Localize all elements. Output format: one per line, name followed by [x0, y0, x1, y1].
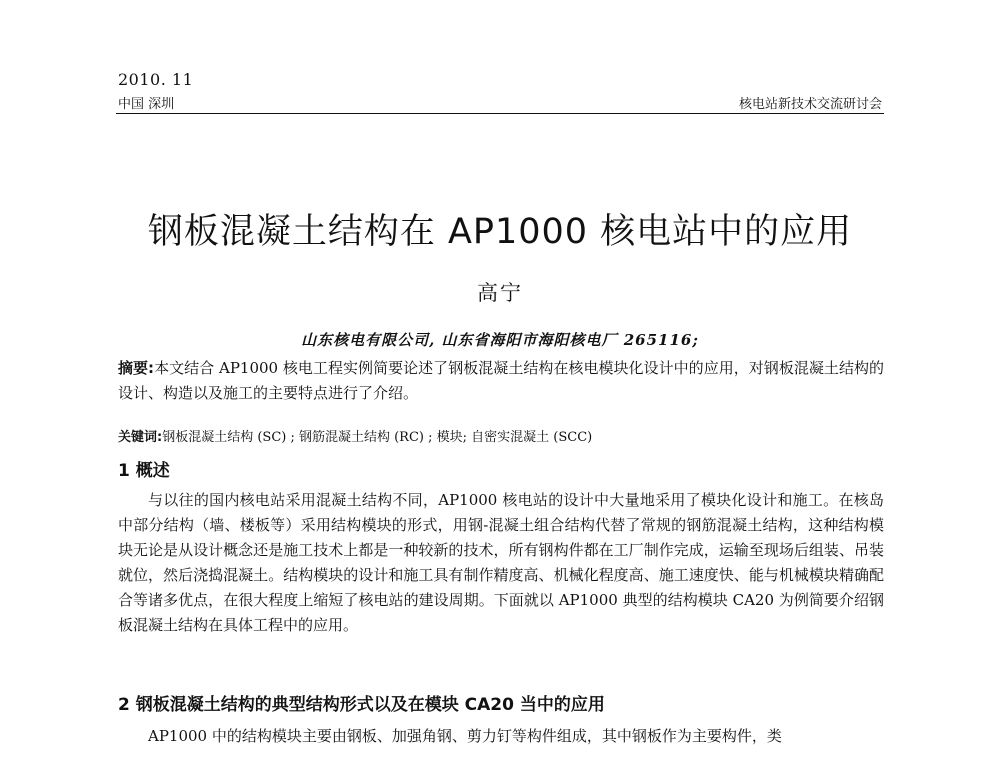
- paper-title: 钢板混凝土结构在 AP1000 核电站中的应用: [147, 212, 853, 252]
- paper-affiliation: 山东核电有限公司, 山东省海阳市海阳核电厂 265116;: [301, 331, 699, 349]
- keywords-text: 钢板混凝土结构 (SC) ; 钢筋混凝土结构 (RC) ; 模块; 自密实混凝土 (SCC): [162, 430, 593, 445]
- header-rule: [116, 113, 884, 114]
- abstract: [118, 356, 884, 406]
- section-2-heading: 2 钢板混凝土结构的典型结构形式以及在模块 CA20 当中的应用: [118, 695, 605, 715]
- header-conference: 核电站新技术交流研讨会: [738, 97, 882, 112]
- section-2-body: AP1000 中的结构模块主要由钢板、加强角钢、剪力钉等构件组成，其中钢板作为主要构件，类: [148, 727, 782, 745]
- abstract-label: 摘要:: [118, 359, 155, 377]
- header-date: 2010. 11: [118, 70, 194, 89]
- keywords: [118, 425, 884, 450]
- keywords-label: 关键词:: [118, 430, 163, 445]
- section-1-body: 与以往的国内核电站采用混凝土结构不同，AP1000 核电站的设计中大量地采用了模块化设计和施工。在核岛中部分结构（墙、楼板等）采用结构模块的形式，用钢-混凝土组合结构代替了常规的钢筋混凝土结构，这种结构模块无论是从设计概念还是施工技术上都是一种较新的技术，所有钢构件都在工厂制作完成，运输至现场后组装、吊装就位，然后浇捣混凝土。结构模块的设计和施工具有制作精度高、机械化程度高、施工速度快、能与机械模块精确配合等诸多优点，在很大程度上缩短了核电站的建设周期。下面就以 AP1000 典型的结构模块 CA20 为例简要介绍钢板混凝土结构在具体工程中的应用。: [118, 491, 884, 634]
- section-1-heading: 1 概述: [118, 461, 170, 481]
- header-location: 中国 深圳: [118, 97, 175, 112]
- paper-author: 高宁: [477, 281, 523, 305]
- abstract-text: 本文结合 AP1000 核电工程实例简要论述了钢板混凝土结构在核电模块化设计中的应用，对钢板混凝土结构的设计、构造以及施工的主要特点进行了介绍。: [118, 359, 885, 402]
